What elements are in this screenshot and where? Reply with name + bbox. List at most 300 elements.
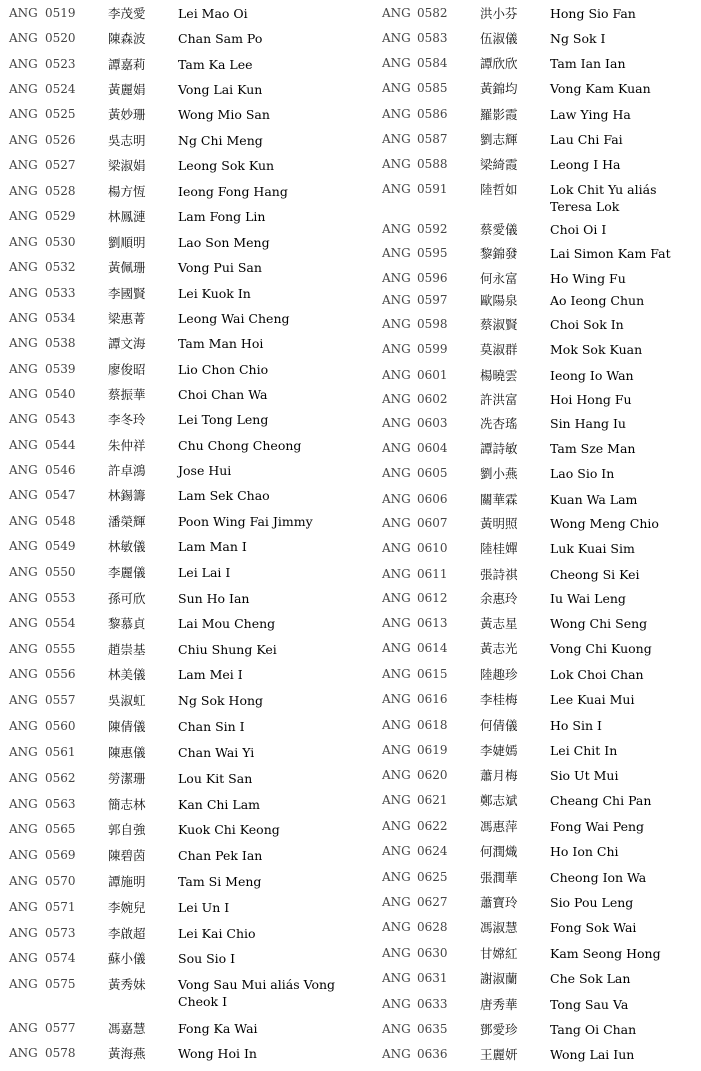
entry-romanized-name: Sun Ho Ian [178, 591, 250, 606]
entry-number: 0577 [45, 1021, 76, 1035]
entry-romanized-name: Fong Sok Wai [550, 920, 637, 935]
entry-number: 0528 [45, 184, 76, 198]
entry-prefix: ANG [9, 926, 38, 940]
entry-number: 0569 [45, 848, 76, 862]
registry-entry [0, 925, 372, 945]
entry-chinese-name: 黎慕貞 [108, 616, 146, 631]
registry-entry [380, 415, 701, 435]
entry-prefix: ANG [382, 946, 411, 960]
entry-number: 0534 [45, 311, 76, 325]
entry-number: 0602 [417, 392, 448, 406]
entry-romanized-name: Kuok Chi Keong [178, 822, 280, 837]
entry-number: 0585 [417, 81, 448, 95]
entry-chinese-name: 黃秀妹 [108, 977, 146, 992]
registry-entry [0, 157, 372, 177]
entry-prefix: ANG [9, 539, 38, 553]
entry-number: 0520 [45, 31, 76, 45]
entry-prefix: ANG [9, 82, 38, 96]
registry-entry [0, 641, 372, 661]
entry-prefix: ANG [382, 222, 411, 236]
entry-chinese-name: 張詩祺 [480, 567, 518, 582]
entry-prefix: ANG [382, 844, 411, 858]
entry-chinese-name: 勞潔珊 [108, 771, 146, 786]
entry-prefix: ANG [382, 31, 411, 45]
registry-entry [380, 292, 701, 312]
entry-number: 0530 [45, 235, 76, 249]
registry-entry [380, 818, 701, 838]
entry-chinese-name: 林美儀 [108, 667, 146, 682]
entry-number: 0610 [417, 541, 448, 555]
entry-romanized-name: Fong Wai Peng [550, 819, 645, 834]
entry-number: 0586 [417, 107, 448, 121]
entry-prefix: ANG [382, 516, 411, 530]
entry-romanized-name: Vong Chi Kuong [550, 641, 652, 656]
entry-number: 0574 [45, 951, 76, 965]
entry-chinese-name: 歐陽泉 [480, 293, 518, 308]
entry-chinese-name: 余惠玲 [480, 591, 518, 606]
entry-romanized-name: Lei Mao Oi [178, 6, 248, 21]
registry-entry [380, 221, 701, 241]
entry-prefix: ANG [9, 463, 38, 477]
entry-number: 0636 [417, 1047, 448, 1061]
entry-number: 0595 [417, 246, 448, 260]
entry-number: 0601 [417, 368, 448, 382]
registry-entry [380, 970, 701, 990]
entry-chinese-name: 蕭月梅 [480, 768, 518, 783]
entry-number: 0543 [45, 412, 76, 426]
entry-romanized-name: Lao Son Meng [178, 235, 270, 250]
entry-romanized-name: Ieong Io Wan [550, 368, 634, 383]
entry-chinese-name: 梁淑娟 [108, 158, 146, 173]
entry-number: 0631 [417, 971, 448, 985]
entry-chinese-name: 馮惠萍 [480, 819, 518, 834]
entry-number: 0613 [417, 616, 448, 630]
entry-romanized-name: Chu Chong Cheong [178, 438, 302, 453]
entry-chinese-name: 林敏儀 [108, 539, 146, 554]
entry-chinese-name: 何永富 [480, 271, 518, 286]
entry-romanized-name: Chan Sam Po [178, 31, 263, 46]
registry-entry [0, 770, 372, 790]
entry-chinese-name: 黃錦均 [480, 81, 518, 96]
entry-prefix: ANG [9, 693, 38, 707]
entry-romanized-name: Ho Sin I [550, 718, 602, 733]
registry-entry [380, 869, 701, 889]
entry-chinese-name: 劉順明 [108, 235, 146, 250]
entry-chinese-name: 陳碧茵 [108, 848, 146, 863]
entry-romanized-name: Kan Chi Lam [178, 797, 261, 812]
registry-entry [380, 919, 701, 939]
registry-entry [0, 513, 372, 533]
entry-number: 0618 [417, 718, 448, 732]
entry-romanized-name: Iu Wai Leng [550, 591, 626, 606]
entry-chinese-name: 林錫籌 [108, 488, 146, 503]
entry-romanized-name: Ao Ieong Chun [550, 293, 645, 308]
entry-romanized-name: Sio Pou Leng [550, 895, 634, 910]
entry-romanized-name: Vong Sau Mui aliás Vong Cheok I [178, 977, 336, 1009]
entry-number: 0527 [45, 158, 76, 172]
entry-number: 0519 [45, 6, 76, 20]
entry-romanized-name: Luk Kuai Sim [550, 541, 635, 556]
entry-romanized-name: Sou Sio I [178, 951, 236, 966]
registry-entry [380, 181, 701, 221]
entry-prefix: ANG [9, 977, 38, 991]
entry-prefix: ANG [9, 362, 38, 376]
entry-prefix: ANG [382, 342, 411, 356]
entry-number: 0603 [417, 416, 448, 430]
entry-chinese-name: 蔡振華 [108, 387, 146, 402]
entry-prefix: ANG [382, 567, 411, 581]
entry-number: 0538 [45, 336, 76, 350]
entry-prefix: ANG [9, 771, 38, 785]
entry-romanized-name: Mok Sok Kuan [550, 342, 643, 357]
entry-romanized-name: Chan Pek Ian [178, 848, 263, 863]
entry-romanized-name: Lam Fong Lin [178, 209, 266, 224]
entry-number: 0571 [45, 900, 76, 914]
entry-chinese-name: 何倩儀 [480, 718, 518, 733]
entry-chinese-name: 郭自強 [108, 822, 146, 837]
registry-entry [380, 270, 701, 290]
entry-chinese-name: 伍淑儀 [480, 31, 518, 46]
entry-number: 0524 [45, 82, 76, 96]
entry-chinese-name: 陳倩儀 [108, 719, 146, 734]
registry-entry [380, 540, 701, 560]
entry-prefix: ANG [9, 616, 38, 630]
entry-number: 0582 [417, 6, 448, 20]
entry-number: 0614 [417, 641, 448, 655]
entry-chinese-name: 簡志林 [108, 797, 146, 812]
entry-prefix: ANG [9, 31, 38, 45]
registry-entry [380, 792, 701, 812]
entry-romanized-name: Lei Kuok In [178, 286, 251, 301]
registry-entry [380, 767, 701, 787]
entry-romanized-name: Wong Mio San [178, 107, 270, 122]
entry-chinese-name: 黃明照 [480, 516, 518, 531]
registry-entry [0, 310, 372, 330]
registry-entry [380, 566, 701, 586]
entry-prefix: ANG [382, 157, 411, 171]
entry-prefix: ANG [9, 951, 38, 965]
entry-prefix: ANG [382, 541, 411, 555]
entry-prefix: ANG [9, 514, 38, 528]
registry-entry [0, 1020, 372, 1040]
entry-number: 0597 [417, 293, 448, 307]
entry-chinese-name: 關華霖 [480, 492, 518, 507]
entry-romanized-name: Tam Ka Lee [178, 57, 253, 72]
entry-chinese-name: 張潤華 [480, 870, 518, 885]
registry-entry [380, 55, 701, 75]
entry-prefix: ANG [9, 235, 38, 249]
entry-number: 0627 [417, 895, 448, 909]
registry-entry [380, 894, 701, 914]
entry-romanized-name: Vong Kam Kuan [550, 81, 651, 96]
entry-prefix: ANG [9, 387, 38, 401]
entry-chinese-name: 譚詩敏 [480, 441, 518, 456]
entry-romanized-name: Lam Mei I [178, 667, 243, 682]
entry-prefix: ANG [382, 870, 411, 884]
entry-number: 0523 [45, 57, 76, 71]
registry-entry [380, 742, 701, 762]
entry-chinese-name: 羅影霞 [480, 107, 518, 122]
entry-prefix: ANG [9, 745, 38, 759]
entry-romanized-name: Poon Wing Fai Jimmy [178, 514, 313, 529]
registry-entry [380, 515, 701, 535]
entry-prefix: ANG [382, 718, 411, 732]
entry-chinese-name: 吳志明 [108, 133, 146, 148]
entry-romanized-name: Che Sok Lan [550, 971, 631, 986]
entry-prefix: ANG [9, 874, 38, 888]
entry-number: 0630 [417, 946, 448, 960]
entry-number: 0596 [417, 271, 448, 285]
entry-chinese-name: 譚施明 [108, 874, 146, 889]
entry-romanized-name: Tam Sze Man [550, 441, 636, 456]
entry-romanized-name: Wong Meng Chio [550, 516, 659, 531]
entry-prefix: ANG [9, 719, 38, 733]
entry-prefix: ANG [9, 412, 38, 426]
entry-prefix: ANG [9, 900, 38, 914]
entry-romanized-name: Cheong Ion Wa [550, 870, 647, 885]
entry-prefix: ANG [9, 1046, 38, 1060]
entry-prefix: ANG [382, 667, 411, 681]
entry-prefix: ANG [9, 57, 38, 71]
entry-romanized-name: Jose Hui [178, 463, 232, 478]
registry-entry [0, 564, 372, 584]
registry-entry [0, 590, 372, 610]
entry-number: 0555 [45, 642, 76, 656]
entry-prefix: ANG [9, 107, 38, 121]
entry-prefix: ANG [382, 641, 411, 655]
entry-prefix: ANG [382, 971, 411, 985]
entry-chinese-name: 黃志星 [480, 616, 518, 631]
entry-number: 0628 [417, 920, 448, 934]
registry-entry [0, 437, 372, 457]
registry-entry [0, 132, 372, 152]
entry-prefix: ANG [9, 488, 38, 502]
entry-romanized-name: Law Ying Ha [550, 107, 631, 122]
registry-entry [0, 666, 372, 686]
registry-entry [0, 30, 372, 50]
entry-romanized-name: Tam Ian Ian [550, 56, 626, 71]
entry-prefix: ANG [9, 184, 38, 198]
entry-number: 0604 [417, 441, 448, 455]
registry-entry [0, 56, 372, 76]
entry-prefix: ANG [382, 368, 411, 382]
entry-romanized-name: Wong Hoi In [178, 1046, 257, 1061]
entry-chinese-name: 孫可欣 [108, 591, 146, 606]
entry-prefix: ANG [9, 591, 38, 605]
entry-prefix: ANG [382, 793, 411, 807]
entry-chinese-name: 朱仲祥 [108, 438, 146, 453]
entry-romanized-name: Choi Sok In [550, 317, 624, 332]
entry-prefix: ANG [382, 492, 411, 506]
entry-number: 0570 [45, 874, 76, 888]
entry-chinese-name: 黃妙珊 [108, 107, 146, 122]
registry-entry [0, 692, 372, 712]
registry-entry [0, 615, 372, 635]
registry-entry [0, 718, 372, 738]
registry-entry [380, 615, 701, 635]
entry-chinese-name: 鄧愛珍 [480, 1022, 518, 1037]
registry-entry [0, 899, 372, 919]
entry-chinese-name: 李麗儀 [108, 565, 146, 580]
entry-prefix: ANG [382, 271, 411, 285]
entry-prefix: ANG [382, 182, 411, 196]
entry-romanized-name: Lei Chit In [550, 743, 618, 758]
entry-chinese-name: 洪小芬 [480, 6, 518, 21]
entry-chinese-name: 黃志光 [480, 641, 518, 656]
entry-romanized-name: Tang Oi Chan [550, 1022, 637, 1037]
entry-prefix: ANG [9, 642, 38, 656]
registry-entry [380, 465, 701, 485]
entry-chinese-name: 楊曉雲 [480, 368, 518, 383]
registry-entry [380, 30, 701, 50]
registry-entry [380, 106, 701, 126]
entry-number: 0606 [417, 492, 448, 506]
entry-number: 0561 [45, 745, 76, 759]
entry-number: 0620 [417, 768, 448, 782]
entry-romanized-name: Ng Sok Hong [178, 693, 264, 708]
entry-chinese-name: 梁綺霞 [480, 157, 518, 172]
entry-chinese-name: 何潤熾 [480, 844, 518, 859]
entry-chinese-name: 莫淑群 [480, 342, 518, 357]
registry-entry [0, 234, 372, 254]
registry-entry [380, 590, 701, 610]
registry-entry [0, 847, 372, 867]
entry-romanized-name: Wong Chi Seng [550, 616, 648, 631]
registry-entry [380, 491, 701, 511]
entry-prefix: ANG [9, 286, 38, 300]
entry-number: 0548 [45, 514, 76, 528]
registry-entry [380, 316, 701, 336]
entry-prefix: ANG [9, 6, 38, 20]
entry-romanized-name: Kuan Wa Lam [550, 492, 638, 507]
entry-chinese-name: 黃麗娟 [108, 82, 146, 97]
entry-romanized-name: Lai Mou Cheng [178, 616, 276, 631]
entry-number: 0611 [417, 567, 448, 581]
entry-romanized-name: Leong Sok Kun [178, 158, 275, 173]
entry-number: 0633 [417, 997, 448, 1011]
entry-prefix: ANG [9, 133, 38, 147]
entry-chinese-name: 鄭志斌 [480, 793, 518, 808]
entry-romanized-name: Vong Pui San [178, 260, 262, 275]
entry-chinese-name: 黎錦發 [480, 246, 518, 261]
entry-romanized-name: Hoi Hong Fu [550, 392, 632, 407]
entry-romanized-name: Ho Wing Fu [550, 271, 626, 286]
registry-entry [380, 1021, 701, 1041]
entry-prefix: ANG [382, 616, 411, 630]
entry-number: 0563 [45, 797, 76, 811]
registry-entry [380, 131, 701, 151]
registry-entry [380, 640, 701, 660]
entry-number: 0621 [417, 793, 448, 807]
registry-entry [380, 391, 701, 411]
entry-romanized-name: Lai Simon Kam Fat [550, 246, 671, 261]
registry-entry [0, 821, 372, 841]
entry-romanized-name: Lau Chi Fai [550, 132, 623, 147]
entry-prefix: ANG [382, 293, 411, 307]
entry-romanized-name: Ng Sok I [550, 31, 606, 46]
registry-entry [380, 341, 701, 361]
entry-number: 0550 [45, 565, 76, 579]
entry-prefix: ANG [382, 246, 411, 260]
registry-entry [0, 361, 372, 381]
entry-chinese-name: 李國賢 [108, 286, 146, 301]
registry-entry [0, 106, 372, 126]
entry-chinese-name: 李桂梅 [480, 692, 518, 707]
registry-entry [0, 950, 372, 970]
entry-chinese-name: 劉小燕 [480, 466, 518, 481]
entry-romanized-name: Leong Wai Cheng [178, 311, 290, 326]
entry-chinese-name: 林鳳漣 [108, 209, 146, 224]
entry-chinese-name: 譚嘉莉 [108, 57, 146, 72]
entry-romanized-name: Vong Lai Kun [178, 82, 263, 97]
entry-romanized-name: Ieong Fong Hang [178, 184, 288, 199]
entry-romanized-name: Choi Chan Wa [178, 387, 268, 402]
entry-number: 0540 [45, 387, 76, 401]
entry-number: 0625 [417, 870, 448, 884]
entry-chinese-name: 黃佩珊 [108, 260, 146, 275]
entry-number: 0583 [417, 31, 448, 45]
registry-entry [380, 666, 701, 686]
entry-number: 0599 [417, 342, 448, 356]
registry-entry [0, 487, 372, 507]
entry-chinese-name: 馮嘉慧 [108, 1021, 146, 1036]
entry-chinese-name: 蔡愛儀 [480, 222, 518, 237]
entry-romanized-name: Lao Sio In [550, 466, 615, 481]
entry-prefix: ANG [382, 1022, 411, 1036]
entry-chinese-name: 陳惠儀 [108, 745, 146, 760]
registry-entry [0, 538, 372, 558]
entry-chinese-name: 陳森波 [108, 31, 146, 46]
entry-prefix: ANG [9, 209, 38, 223]
entry-romanized-name: Cheong Si Kei [550, 567, 640, 582]
entry-chinese-name: 劉志輝 [480, 132, 518, 147]
entry-chinese-name: 蘇小儀 [108, 951, 146, 966]
entry-romanized-name: Lei Tong Leng [178, 412, 269, 427]
entry-chinese-name: 楊方恆 [108, 184, 146, 199]
entry-number: 0546 [45, 463, 76, 477]
entry-chinese-name: 馮淑慧 [480, 920, 518, 935]
entry-prefix: ANG [382, 6, 411, 20]
entry-chinese-name: 黃海燕 [108, 1046, 146, 1061]
entry-number: 0575 [45, 977, 76, 991]
entry-romanized-name: Lei Kai Chio [178, 926, 256, 941]
registry-entry [0, 873, 372, 893]
registry-entry [380, 717, 701, 737]
entry-prefix: ANG [9, 797, 38, 811]
entry-romanized-name: Lou Kit San [178, 771, 253, 786]
entry-number: 0612 [417, 591, 448, 605]
entry-number: 0607 [417, 516, 448, 530]
registry-entry [0, 411, 372, 431]
entry-prefix: ANG [382, 692, 411, 706]
entry-number: 0592 [417, 222, 448, 236]
entry-chinese-name: 甘嫦紅 [480, 946, 518, 961]
entry-chinese-name: 李啟超 [108, 926, 146, 941]
registry-entry [0, 744, 372, 764]
entry-prefix: ANG [382, 416, 411, 430]
entry-romanized-name: Lam Sek Chao [178, 488, 270, 503]
entry-prefix: ANG [9, 1021, 38, 1035]
entry-romanized-name: Tam Man Hoi [178, 336, 264, 351]
entry-chinese-name: 謝淑蘭 [480, 971, 518, 986]
entry-chinese-name: 唐秀華 [480, 997, 518, 1012]
entry-number: 0605 [417, 466, 448, 480]
entry-number: 0635 [417, 1022, 448, 1036]
entry-number: 0578 [45, 1046, 76, 1060]
entry-chinese-name: 許洪富 [480, 392, 518, 407]
entry-romanized-name: Hong Sio Fan [550, 6, 636, 21]
entry-prefix: ANG [9, 822, 38, 836]
